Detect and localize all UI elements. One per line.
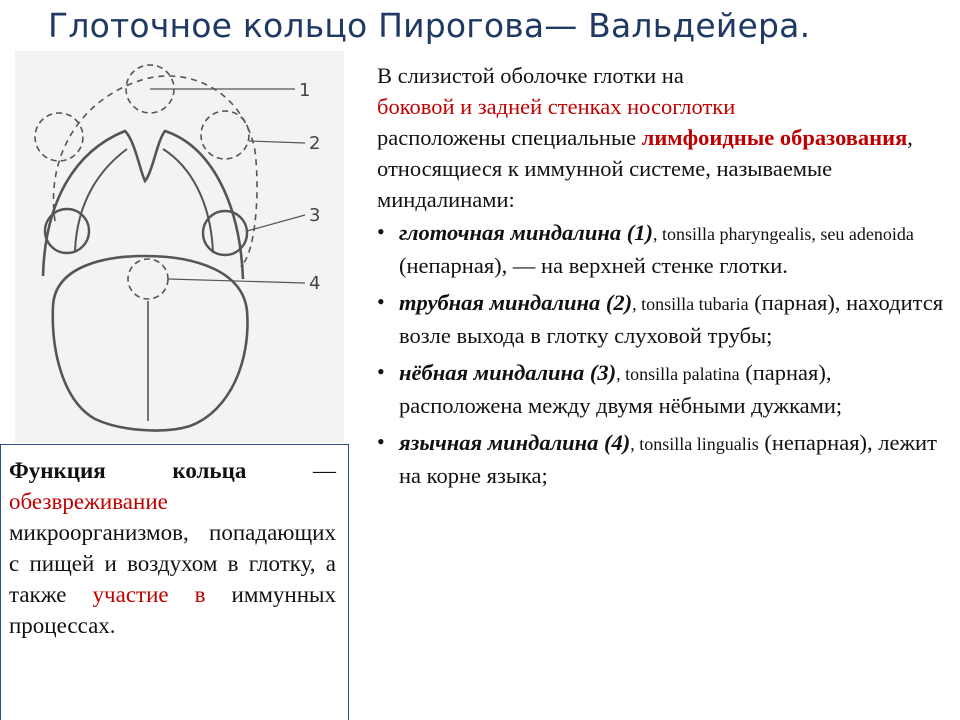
description-panel [377,60,952,497]
tonsil-latin: , tonsilla tubaria [632,294,749,314]
diagram-svg [15,51,344,443]
intro-red-lymphoid: лимфоидные образования [641,125,908,150]
tonsil-latin: , tonsilla palatina [616,364,740,384]
tonsil-latin: , tonsilla pharyngealis, seu adenoida [652,224,914,244]
list-item [377,287,952,351]
slide-title: Глоточное кольцо Пирогова— Вальдейера. [48,6,811,45]
tonsil-description: (парная), находится возле выхода в глотку слуховой трубы; [399,290,944,348]
diagram-label-1: 1 [299,80,311,101]
list-item [377,217,952,281]
tonsil-4-circle [128,259,168,299]
tonsil-description: (парная), расположена между двумя нёбными дужками; [399,360,843,418]
palatine-arch-inner [75,149,213,253]
function-red-2: участие в [92,582,206,607]
tonsil-list [377,217,952,491]
tonsil-2-circle-right [201,111,249,159]
diagram-label-3: 3 [309,205,321,226]
function-dash: — [246,458,337,483]
function-box [0,444,349,720]
diagram-label-4: 4 [309,273,321,294]
intro-line-4: , относящиеся к иммунной системе, называемые миндалинами: [377,125,913,212]
diagram-label-2: 2 [309,133,321,154]
list-item [377,427,952,491]
function-text-1: микроорганизмов, попадающих с пищей и воздухом в глотку, а также [9,520,336,607]
pharyngeal-ring-diagram [15,51,344,443]
tongue-outline [53,256,248,430]
tonsil-description: (непарная), — на верхней стенке глотки. [399,253,788,278]
intro-line-3: расположены специальные [377,125,642,150]
tonsil-name: глоточная миндалина (1) [399,220,653,245]
tonsil-name: трубная миндалина (2) [399,290,633,315]
tonsil-description: (непарная), лежит на корне языка; [399,430,937,488]
function-red-1: обезвреживание [9,489,168,514]
function-text [9,455,336,641]
tonsil-latin: , tonsilla lingualis [630,434,759,454]
tonsil-name: язычная миндалина (4) [399,430,631,455]
tonsil-2-circle-left [35,113,83,161]
intro-line-1: В слизистой оболочке глотки на [377,63,684,88]
tonsil-name: нёбная миндалина (3) [399,360,617,385]
intro-red-location: боковой и задней стенках носоглотки [377,94,736,119]
intro-paragraph [377,60,952,215]
list-item [377,357,952,421]
function-text-2: иммунных процессах. [9,582,336,638]
dashed-ring [53,76,257,266]
function-heading: Функция кольца [9,458,247,483]
